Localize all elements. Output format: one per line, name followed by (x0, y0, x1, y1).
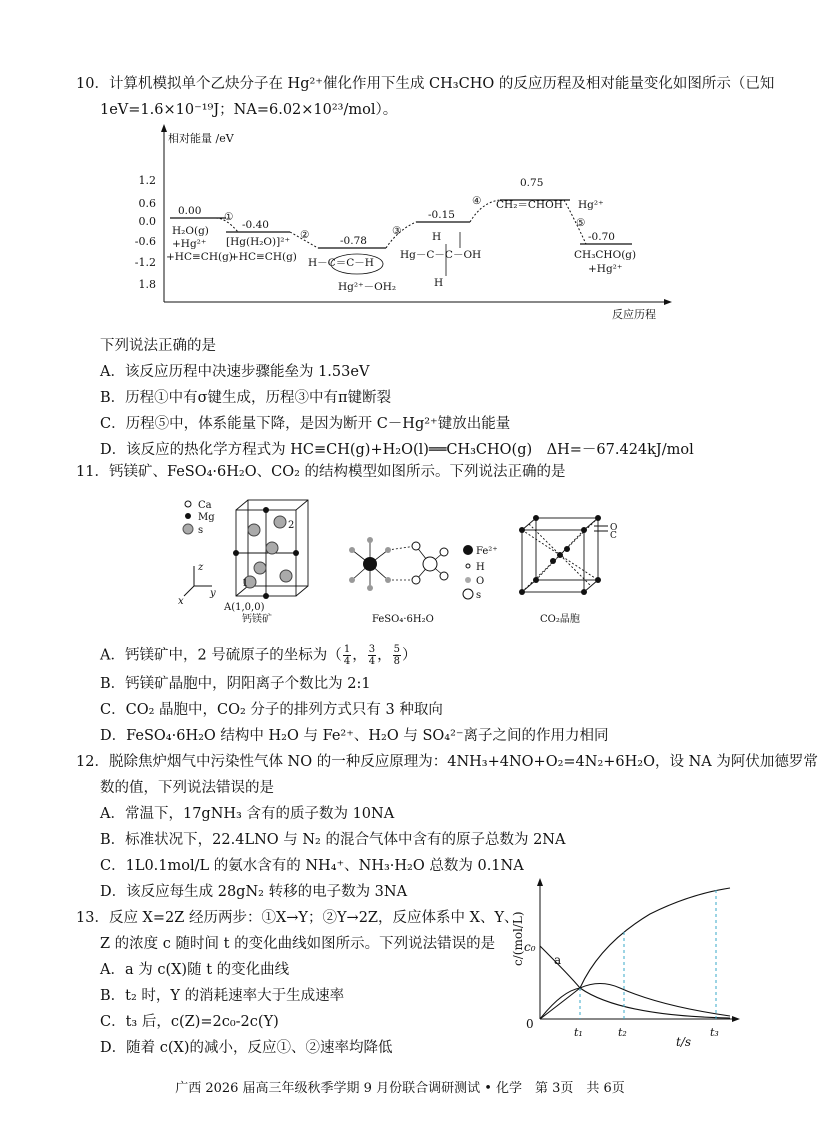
caption-2: FeSO₄·6H₂O (372, 614, 434, 625)
level-energy: 0.00 (178, 205, 202, 217)
y-tick: -1.2 (134, 256, 156, 269)
q13-stem-line1: 13．反应 X=2Z 经历两步：①X→Y；②Y→2Z，反应体系中 X、Y、 (76, 910, 519, 926)
species: [Hg(H₂O)]²⁺ (226, 236, 290, 248)
point-a-label: A(1,0,0) (224, 602, 265, 613)
atom-2-label: 2 (288, 520, 295, 531)
step-1: ① (224, 211, 234, 223)
tick-t1: t₁ (574, 1026, 583, 1039)
tick-t2: t₂ (618, 1026, 627, 1039)
species: CH₃CHO(g) (574, 249, 637, 261)
y-tick: 0.6 (138, 197, 156, 210)
species: CH₂＝CHOH (496, 199, 563, 211)
q11-option-c: C．CO₂ 晶胞中，CO₂ 分子的排列方式只有 3 种取向 (100, 702, 443, 718)
q13-option-d: D．随着 c(X)的减小，反应①、②速率均降低 (100, 1040, 393, 1056)
axis-y: y (210, 588, 216, 599)
q13-stem-line2: Z 的浓度 c 随时间 t 的变化曲线如图所示。下列说法错误的是 (100, 936, 496, 952)
q10-stem-line2: 1eV=1.6×10⁻¹⁹J；NA=6.02×10²³/mol）。 (100, 102, 398, 118)
species: H－C＝C－H (308, 257, 374, 269)
q10-lead: 下列说法正确的是 (100, 338, 216, 354)
species: +HC≡CH(g) (230, 251, 297, 263)
q12-option-b: B．标准状况下，22.4LNO 与 N₂ 的混合气体中含有的原子总数为 2NA (100, 832, 566, 848)
legend-s: s (198, 525, 204, 536)
species: H₂O(g) (172, 225, 209, 237)
step-2: ② (300, 229, 310, 241)
chart-origin: 0 (526, 1017, 534, 1031)
atom-1-label: 1 (242, 578, 249, 589)
energy-x-axis-label: 反应历程 (612, 308, 656, 321)
legend-s2: s (476, 590, 482, 601)
species: Hg－C－C－OH (400, 249, 482, 261)
q10-option-a: A．该反应历程中决速步骤能垒为 1.53eV (100, 364, 370, 380)
q12-option-c: C．1L0.1mol/L 的氨水含有的 NH₄⁺、NH₃·H₂O 总数为 0.1NA (100, 858, 524, 874)
curve-x (540, 946, 730, 1018)
level-energy: -0.15 (428, 209, 455, 221)
crystal-structures-figure (176, 490, 676, 632)
q13-option-a: A．a 为 c(X)随 t 的变化曲线 (100, 962, 290, 978)
legend-h: H (476, 562, 485, 573)
y-tick: 1.2 (138, 174, 156, 187)
legend-o: O (476, 576, 485, 587)
species: H (434, 277, 444, 289)
svg-text:O: O (610, 523, 618, 533)
species: +Hg²⁺ (588, 263, 623, 275)
q12-stem-line2: 数的值，下列说法错误的是 (100, 780, 274, 796)
axis-x: x (178, 596, 184, 607)
q13-option-b: B．t₂ 时，Y 的消耗速率大于生成速率 (100, 988, 345, 1004)
curve-z (540, 888, 730, 1019)
y-tick: -0.6 (134, 235, 156, 248)
curve-y (540, 984, 730, 1020)
q10-option-d: D．该反应的热化学方程式为 HC≡CH(g)+H₂O(l)══CH₃CHO(g) ΔH=－67.424kJ/mol (100, 442, 694, 458)
species: Hg²⁺－OH₂ (338, 281, 397, 293)
tick-t3: t₃ (710, 1026, 719, 1039)
legend-fe: Fe²⁺ (476, 546, 498, 557)
legend-ca: Ca (198, 500, 212, 511)
level-energy: -0.78 (340, 235, 367, 247)
concentration-time-chart (500, 876, 740, 1054)
q13-option-c: C．t₃ 后，c(Z)=2c₀-2c(Y) (100, 1014, 279, 1030)
q11-option-a: A．钙镁矿中，2 号硫原子的坐标为（ $\frac{1}{4}$ ， $\frac{3}{4}$ ， $\frac{5}{8}$ ） (100, 644, 417, 667)
svg-text:C: C (610, 531, 617, 541)
q12-option-a: A．常温下，17gNH₃ 含有的质子数为 10NA (100, 806, 395, 822)
q11-option-d: D．FeSO₄·6H₂O 结构中 H₂O 与 Fe²⁺、H₂O 与 SO₄²⁻离子之间的作用力相同 (100, 728, 609, 744)
page-footer: 广西 2026 届高三年级秋季学期 9 月份联合调研测试 • 化学 第 3页 共 6页 (175, 1081, 625, 1096)
y-tick: 1.8 (138, 278, 156, 291)
step-4: ④ (472, 195, 482, 207)
q12-option-d: D．该反应每生成 28gN₂ 转移的电子数为 3NA (100, 884, 408, 900)
level-energy: 0.75 (520, 177, 544, 189)
q10-stem-line1: 10．计算机模拟单个乙炔分子在 Hg²⁺催化作用下生成 CH₃CHO 的反应历程及相对能量变化如图所示（已知 (76, 76, 775, 92)
y-tick: 0.0 (138, 215, 156, 228)
species: +HC≡CH(g) (166, 251, 233, 263)
energy-diagram (134, 122, 680, 322)
q12-stem-line1: 12．脱除焦炉烟气中污染性气体 NO 的一种反应原理为：4NH₃+4NO+O₂=4N₂+6H₂O，设 NA 为阿伏加德罗常 (76, 754, 818, 770)
q10-option-b: B．历程①中有σ键生成，历程③中有π键断裂 (100, 390, 392, 406)
step-5: ⑤ (576, 217, 586, 229)
energy-y-axis-label: 相对能量 /eV (168, 132, 234, 145)
chart-ylabel: c/(mol/L) (511, 911, 525, 966)
legend-mg: Mg (198, 512, 215, 523)
q11-option-b: B．钙镁矿晶胞中，阴阳离子个数比为 2:1 (100, 676, 371, 692)
axis-z: z (198, 562, 204, 573)
chart-curve-a-label: a (554, 953, 562, 967)
q11-stem: 11．钙镁矿、FeSO₄·6H₂O、CO₂ 的结构模型如图所示。下列说法正确的是 (76, 464, 566, 480)
chart-xlabel: t/s (676, 1035, 692, 1049)
level-energy: -0.70 (588, 231, 615, 243)
step-3: ③ (392, 225, 402, 237)
caption-1: 钙镁矿 (242, 614, 272, 625)
chart-c0-label: c₀ (524, 940, 536, 954)
caption-3: CO₂晶胞 (540, 614, 580, 625)
q10-option-c: C．历程⑤中，体系能量下降，是因为断开 C－Hg²⁺键放出能量 (100, 416, 511, 432)
level-energy: -0.40 (242, 219, 269, 231)
species: +Hg²⁺ (172, 238, 207, 250)
species: Hg²⁺ (578, 199, 604, 211)
species: H (432, 231, 442, 243)
